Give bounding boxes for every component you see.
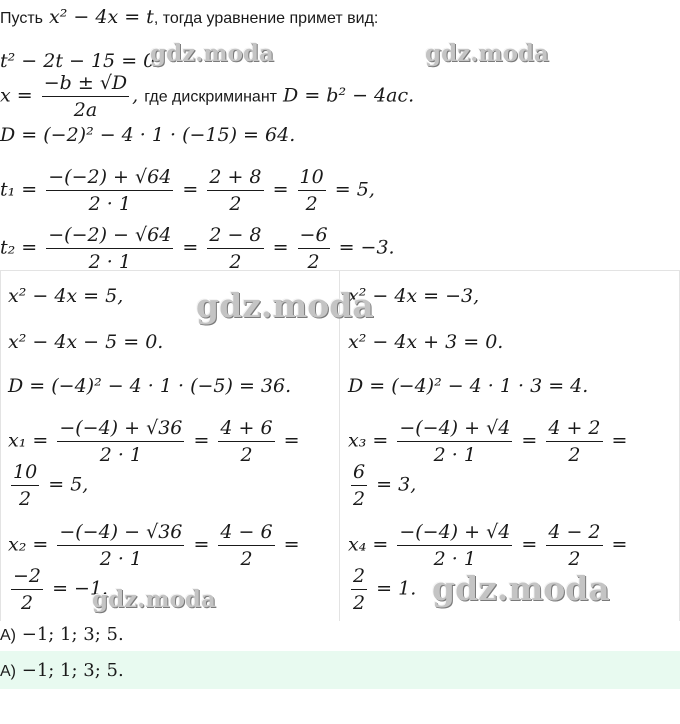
answer-highlighted-line	[0, 660, 124, 681]
x1-cont-frac	[11, 461, 39, 510]
watermark-4: gdz.moda	[92, 586, 216, 613]
x4-lhs: x₄ =	[348, 533, 389, 556]
roots-fraction	[42, 72, 129, 118]
t1-frac-1-den: 2 · 1	[88, 193, 131, 215]
x1-cont-num: 10	[11, 461, 39, 486]
answer-values: −1; 1; 3; 5.	[21, 624, 124, 645]
t1-frac-3-den: 2	[305, 193, 318, 215]
quadratic-in-t: t² − 2t − 15 = 0.	[0, 50, 162, 72]
x3-frac-2-num: 4 + 2	[546, 417, 602, 442]
roots-text: где дискриминант	[144, 88, 277, 106]
x1-result: = 5,	[48, 473, 89, 496]
x4-frac-1-den: 2 · 1	[433, 548, 476, 570]
right-x3-line	[348, 417, 627, 466]
right-eq-1: x² − 4x = −3,	[348, 285, 480, 307]
x2-cont-frac	[11, 565, 43, 614]
left-eq-2: x² − 4x − 5 = 0.	[8, 331, 164, 353]
x2-frac-2	[218, 521, 274, 570]
x4-frac-2	[546, 521, 602, 570]
x2-frac-1-num: −(−4) − √36	[57, 521, 184, 546]
x1-frac-1-den: 2 · 1	[99, 444, 143, 466]
x2-frac-2-den: 2	[240, 548, 253, 570]
x4-cont-num: 2	[351, 565, 367, 590]
x1-eq-1: =	[193, 429, 210, 452]
watermark-2: gdz.moda	[425, 40, 549, 67]
t2-result: = −3.	[338, 236, 395, 259]
x4-eq-2: =	[611, 533, 628, 556]
answer-highlighted-label: А)	[0, 663, 16, 680]
discriminant-t: D = (−2)² − 4 · 1 · (−15) = 64.	[0, 124, 296, 146]
t2-frac-2-num: 2 − 8	[207, 224, 263, 249]
roots-fraction-den: 2a	[73, 99, 98, 118]
x3-frac-2-den: 2	[568, 444, 581, 466]
x1-frac-1	[57, 417, 184, 466]
roots-fraction-num: −b ± √D	[42, 72, 129, 97]
x3-frac-1	[397, 417, 512, 466]
x2-lhs: x₂ =	[8, 533, 49, 556]
roots-lhs: x =	[0, 84, 33, 107]
t2-frac-1-den: 2 · 1	[88, 251, 131, 270]
t1-result: = 5,	[334, 178, 375, 201]
x4-result: = 1.	[376, 577, 417, 600]
watermark-5: gdz.moda	[432, 569, 610, 608]
x2-result: = −1.	[52, 577, 109, 600]
t2-frac-1	[46, 224, 173, 270]
right-x4-line	[348, 521, 627, 570]
x3-eq-1: =	[521, 429, 538, 452]
t2-eq-1: =	[182, 236, 199, 259]
x3-result: = 3,	[376, 473, 417, 496]
x4-frac-2-den: 2	[568, 548, 581, 570]
x3-cont-frac	[351, 461, 367, 510]
x4-cont-den: 2	[353, 592, 366, 614]
answer-line	[0, 624, 124, 645]
t1-frac-1	[46, 166, 173, 215]
x3-lhs: x₃ =	[348, 429, 389, 452]
x2-frac-2-num: 4 − 6	[218, 521, 274, 546]
x2-cont-den: 2	[20, 592, 34, 614]
watermark-1: gdz.moda	[150, 40, 274, 67]
t1-line	[0, 166, 375, 215]
x1-lhs: x₁ =	[8, 429, 49, 452]
left-x1-line	[8, 417, 300, 466]
left-x2-line	[8, 521, 300, 570]
x1-frac-2	[218, 417, 274, 466]
right-x4-cont	[348, 565, 416, 614]
x3-cont-num: 6	[351, 461, 367, 486]
x2-eq-2: =	[283, 533, 300, 556]
t2-frac-2	[207, 224, 263, 270]
table-left-edge	[0, 271, 1, 621]
answer-label: А)	[0, 627, 16, 644]
x2-eq-1: =	[193, 533, 210, 556]
intro-line	[0, 6, 378, 28]
x3-frac-1-den: 2 · 1	[433, 444, 476, 466]
t1-frac-3	[298, 166, 326, 215]
t1-frac-1-num: −(−2) + √64	[46, 166, 173, 191]
t2-lhs: t₂ =	[0, 236, 38, 259]
x2-frac-1	[57, 521, 184, 570]
intro-suffix: , тогда уравнение примет вид:	[153, 10, 379, 27]
x4-cont-frac	[351, 565, 367, 614]
t1-eq-2: =	[272, 178, 289, 201]
x1-frac-2-num: 4 + 6	[218, 417, 274, 442]
x3-eq-2: =	[611, 429, 628, 452]
x1-frac-1-num: −(−4) + √36	[57, 417, 184, 442]
t1-frac-3-num: 10	[298, 166, 326, 191]
t2-line	[0, 222, 680, 270]
intro-prefix: Пусть	[0, 10, 43, 27]
x3-frac-1-num: −(−4) + √4	[397, 417, 512, 442]
watermark-3: gdz.moda	[196, 286, 374, 325]
roots-comma: ,	[132, 84, 139, 107]
x1-cont-den: 2	[19, 488, 32, 510]
x4-eq-1: =	[521, 533, 538, 556]
x1-eq-2: =	[283, 429, 300, 452]
left-x1-cont	[8, 461, 88, 510]
x2-cont-num: −2	[11, 565, 43, 590]
right-x3-cont	[348, 461, 416, 510]
t2-frac-1-num: −(−2) − √64	[46, 224, 173, 249]
x4-frac-2-num: 4 − 2	[546, 521, 602, 546]
t2-eq-2: =	[272, 236, 289, 259]
left-discriminant: D = (−4)² − 4 · 1 · (−5) = 36.	[8, 375, 292, 397]
roots-disc: D = b² − 4ac.	[283, 84, 415, 107]
intro-expr: x² − 4x = t	[49, 6, 154, 28]
right-discriminant: D = (−4)² − 4 · 1 · 3 = 4.	[348, 375, 589, 397]
t1-frac-2	[207, 166, 263, 215]
x4-frac-1-num: −(−4) + √4	[397, 521, 512, 546]
t1-frac-2-den: 2	[229, 193, 242, 215]
left-eq-1: x² − 4x = 5,	[8, 285, 124, 307]
right-eq-2: x² − 4x + 3 = 0.	[348, 331, 504, 353]
t2-frac-3-den: 2	[307, 251, 320, 270]
t1-eq-1: =	[182, 178, 199, 201]
t1-lhs: t₁ =	[0, 178, 38, 201]
x4-frac-1	[397, 521, 512, 570]
x3-cont-den: 2	[353, 488, 366, 510]
t2-frac-3	[298, 224, 330, 270]
roots-formula-line	[0, 70, 680, 118]
t2-frac-3-num: −6	[298, 224, 330, 249]
x3-frac-2	[546, 417, 602, 466]
x1-frac-2-den: 2	[240, 444, 253, 466]
answer-highlighted-values: −1; 1; 3; 5.	[21, 660, 124, 681]
t2-frac-2-den: 2	[229, 251, 242, 270]
t1-frac-2-num: 2 + 8	[207, 166, 263, 191]
x2-frac-1-den: 2 · 1	[99, 548, 143, 570]
